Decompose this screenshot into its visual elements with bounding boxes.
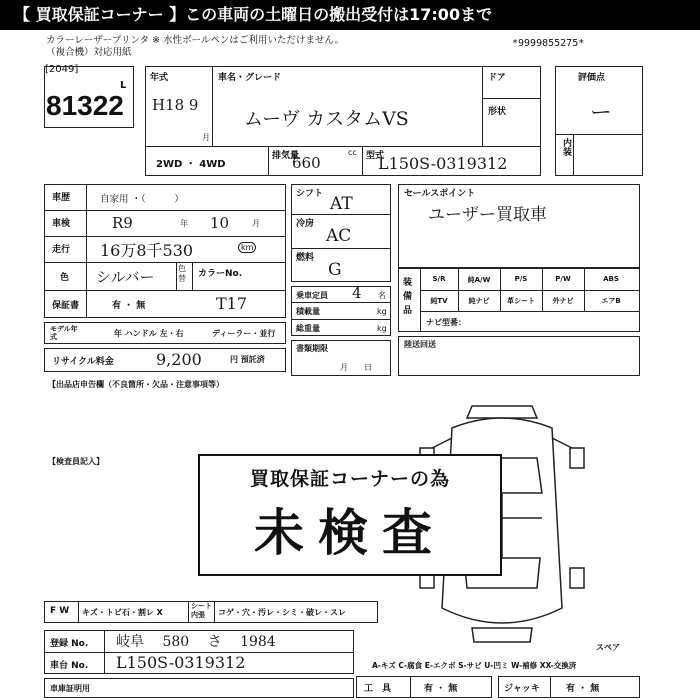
navi-model-label: ナビ型番： <box>426 318 466 327</box>
reg-value: 岐阜 580 さ 1984 <box>116 634 276 650</box>
capacity-value: 4 <box>352 284 362 302</box>
displacement-label: 排気量 <box>272 151 300 161</box>
shift-value: AT <box>330 194 353 214</box>
paper-notice: （複合機）対応用紙 <box>46 47 132 58</box>
sales-point-label: セールスポイント <box>404 189 476 199</box>
inspection-month-unit: 月 <box>252 219 260 228</box>
color-label: 色 <box>60 273 70 283</box>
top-banner: 【 買取保証コーナー 】この車両の土曜日の搬出受付は17:00まで <box>0 0 700 30</box>
warranty-label: 保証書 <box>52 301 80 311</box>
capacity-label: 乗車定員 <box>296 291 328 300</box>
mileage-value: 16万8千530 <box>100 241 194 260</box>
grade-value: ー <box>590 101 613 126</box>
load-label: 積載量 <box>296 307 320 316</box>
damage-legend: A-キズ C-腐食 E-エクボ S-サビ U-凹ミ W-補修 XX-交換済 <box>372 661 577 670</box>
color-value: シルバー <box>96 268 155 286</box>
inspection-month-value: 10 <box>210 214 230 232</box>
displacement-value: 660 <box>292 154 321 172</box>
equip-ext-navi: 外ナビ <box>552 297 574 305</box>
equip-leather-seat: 革シート <box>507 297 535 305</box>
jack-value: 有 ・ 無 <box>566 684 600 694</box>
warranty-value: 有 ・ 無 <box>112 301 146 311</box>
lot-corner: L <box>120 80 127 91</box>
mileage-label: 走行 <box>52 245 71 255</box>
equipment-label: 装備品 <box>403 278 413 316</box>
tool-value: 有 ・ 無 <box>424 684 458 694</box>
tool-label: 工 具 <box>364 684 392 694</box>
stamp-main-text: 未検査 <box>254 504 446 562</box>
year-label: 年式 <box>150 73 169 83</box>
not-inspected-stamp <box>198 454 502 576</box>
month-mark: 月 <box>202 133 210 142</box>
recycle-value: 9,200 <box>156 350 202 369</box>
shift-label: シフト <box>296 189 324 199</box>
color-no-value: T17 <box>216 294 248 313</box>
fuel-label: 燃料 <box>296 253 315 263</box>
weight-label: 総重量 <box>296 324 320 333</box>
model-label: 型式 <box>366 151 385 161</box>
sales-point-value: ユーザー買取車 <box>428 205 547 225</box>
name-label: 車名・グレード <box>218 73 282 83</box>
doc-unit: 月 日 <box>340 363 372 372</box>
lot-small-value: 2049 <box>48 64 75 75</box>
aircon-label: 冷房 <box>296 219 315 229</box>
chassis-label: 車台 No. <box>50 661 89 671</box>
grade-label: 評価点 <box>578 73 606 83</box>
inspection-value: R9 <box>112 214 133 232</box>
equip-navi: 純ナビ <box>468 297 490 305</box>
seat-label: シート内張 <box>191 602 212 619</box>
recycle-label: リサイクル料金 <box>52 357 114 367</box>
fw-label: F W <box>50 606 70 616</box>
garage-cert-label: 車庫証明用 <box>50 684 90 693</box>
seat-text: コゲ・穴・汚レ・シミ・破レ・スレ <box>218 608 346 617</box>
barcode-serial: *9999855275* <box>512 38 585 49</box>
equip-airbag: エアB <box>601 297 621 305</box>
jack-label: ジャッキ <box>504 684 540 694</box>
aircon-value: AC <box>326 226 352 246</box>
door-label: ドア <box>488 73 506 83</box>
dealer-text: ディーラー・並行 <box>212 329 276 338</box>
lot-small: [2049] <box>45 64 79 75</box>
color-no-label: カラーNo. <box>198 269 243 279</box>
model-value: L150S-0319312 <box>378 154 508 173</box>
remarks-label: 【出品店申告欄（不良箇所・欠品・注意事項等） <box>48 380 224 389</box>
inspector-label: 【検査員記入】 <box>48 457 104 466</box>
printer-notice: カラーレーザープリンタ ※ 水性ボールペンはご利用いただけません。 <box>46 35 344 46</box>
history-value: 自家用 ・（ ） <box>100 194 184 205</box>
equip-alloy-wheels: 純A/W <box>467 276 491 284</box>
chassis-value: L150S-0319312 <box>116 653 246 672</box>
car-name-value: ムーヴ カスタムVS <box>244 108 409 130</box>
inspection-label: 車検 <box>52 219 71 229</box>
history-label: 車歴 <box>52 193 71 203</box>
load-unit: kg <box>377 307 387 316</box>
capacity-unit: 名 <box>378 291 386 300</box>
lot-number: 81322 <box>46 90 124 121</box>
inspection-year-unit: 年 <box>180 219 188 228</box>
doc-label: 書類期限 <box>296 344 328 353</box>
spare-label: スペア <box>596 643 620 652</box>
fw-text: キズ・トビ石・割レ X <box>82 608 163 617</box>
equip-power-windows: P/W <box>555 275 571 283</box>
mileage-unit: km <box>238 242 256 253</box>
weight-unit: kg <box>377 324 387 333</box>
shape-label: 形状 <box>488 107 507 117</box>
recycle-unit: 円 預託済 <box>230 355 265 364</box>
equip-tv: 純TV <box>430 297 448 305</box>
equip-power-steering: P/S <box>514 275 528 283</box>
equip-sunroof: S/R <box>432 275 446 283</box>
interior-label: 内装 <box>561 138 571 156</box>
model-year-label: モデル年式 <box>50 325 78 341</box>
year-value: H18 9 <box>152 96 199 114</box>
cc-unit: cc <box>348 148 357 157</box>
drive-type: 2WD ・ 4WD <box>156 159 226 170</box>
garage-cert-row <box>44 678 354 698</box>
equip-abs: ABS <box>603 275 619 283</box>
transport-label: 陸送回送 <box>404 340 436 349</box>
handle-text: 年 ハンドル 左・右 <box>114 329 184 338</box>
color-change-label: 色替 <box>178 264 186 283</box>
stamp-subtitle: 買取保証コーナーの為 <box>249 468 450 490</box>
reg-label: 登録 No. <box>50 639 89 649</box>
fuel-value: G <box>328 260 342 280</box>
